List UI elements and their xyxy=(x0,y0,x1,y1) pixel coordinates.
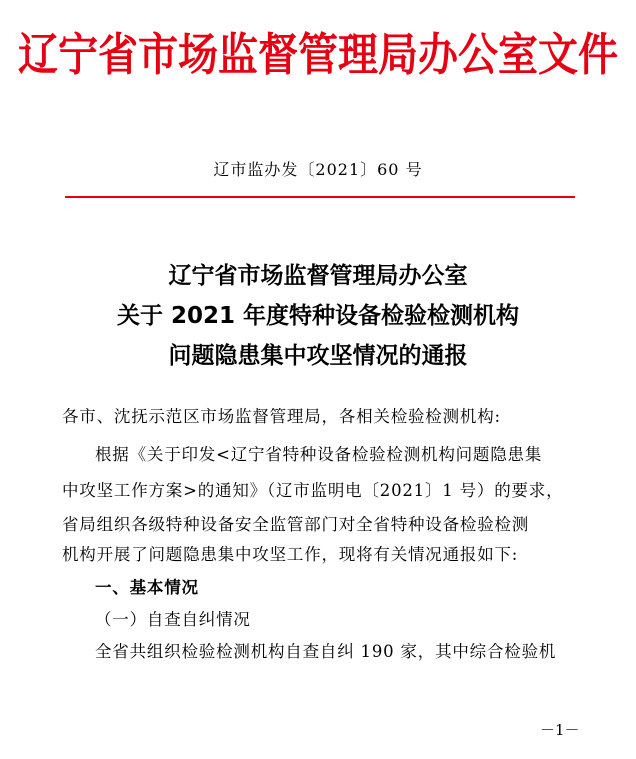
body-paragraph-1-line-2: 中攻坚工作方案>的通知》（辽市监明电〔2021〕1 号）的要求， xyxy=(62,481,564,500)
page-number: －1－ xyxy=(540,721,580,739)
masthead: 辽宁省市场监督管理局办公室文件 xyxy=(18,29,618,82)
title-line-1: 辽宁省市场监督管理局办公室 xyxy=(168,263,468,289)
body-paragraph-1-line-1: 根据《关于印发<辽宁省特种设备检验检测机构问题隐患集 xyxy=(95,445,543,464)
red-divider-rule xyxy=(65,196,575,198)
section-heading-1: 一、基本情况 xyxy=(95,578,199,597)
document-number: 辽市监办发〔2021〕60 号 xyxy=(213,160,423,179)
title-line-3: 问题隐患集中攻坚情况的通报 xyxy=(168,343,468,369)
title-line-2: 关于 2021 年度特种设备检验检测机构 xyxy=(116,303,520,329)
body-paragraph-1-line-4: 机构开展了问题隐患集中攻坚工作，现将有关情况通报如下: xyxy=(62,545,519,564)
body-paragraph-2-line-1: 全省共组织检验检测机构自查自纠 190 家，其中综合检验机 xyxy=(95,642,557,661)
body-paragraph-1-line-3: 省局组织各级特种设备安全监管部门对全省特种设备检验检测 xyxy=(62,515,530,534)
addressee: 各市、沈抚示范区市场监督管理局，各相关检验检测机构: xyxy=(62,407,501,426)
subsection-heading-1: （一）自查自纠情况 xyxy=(95,610,251,629)
